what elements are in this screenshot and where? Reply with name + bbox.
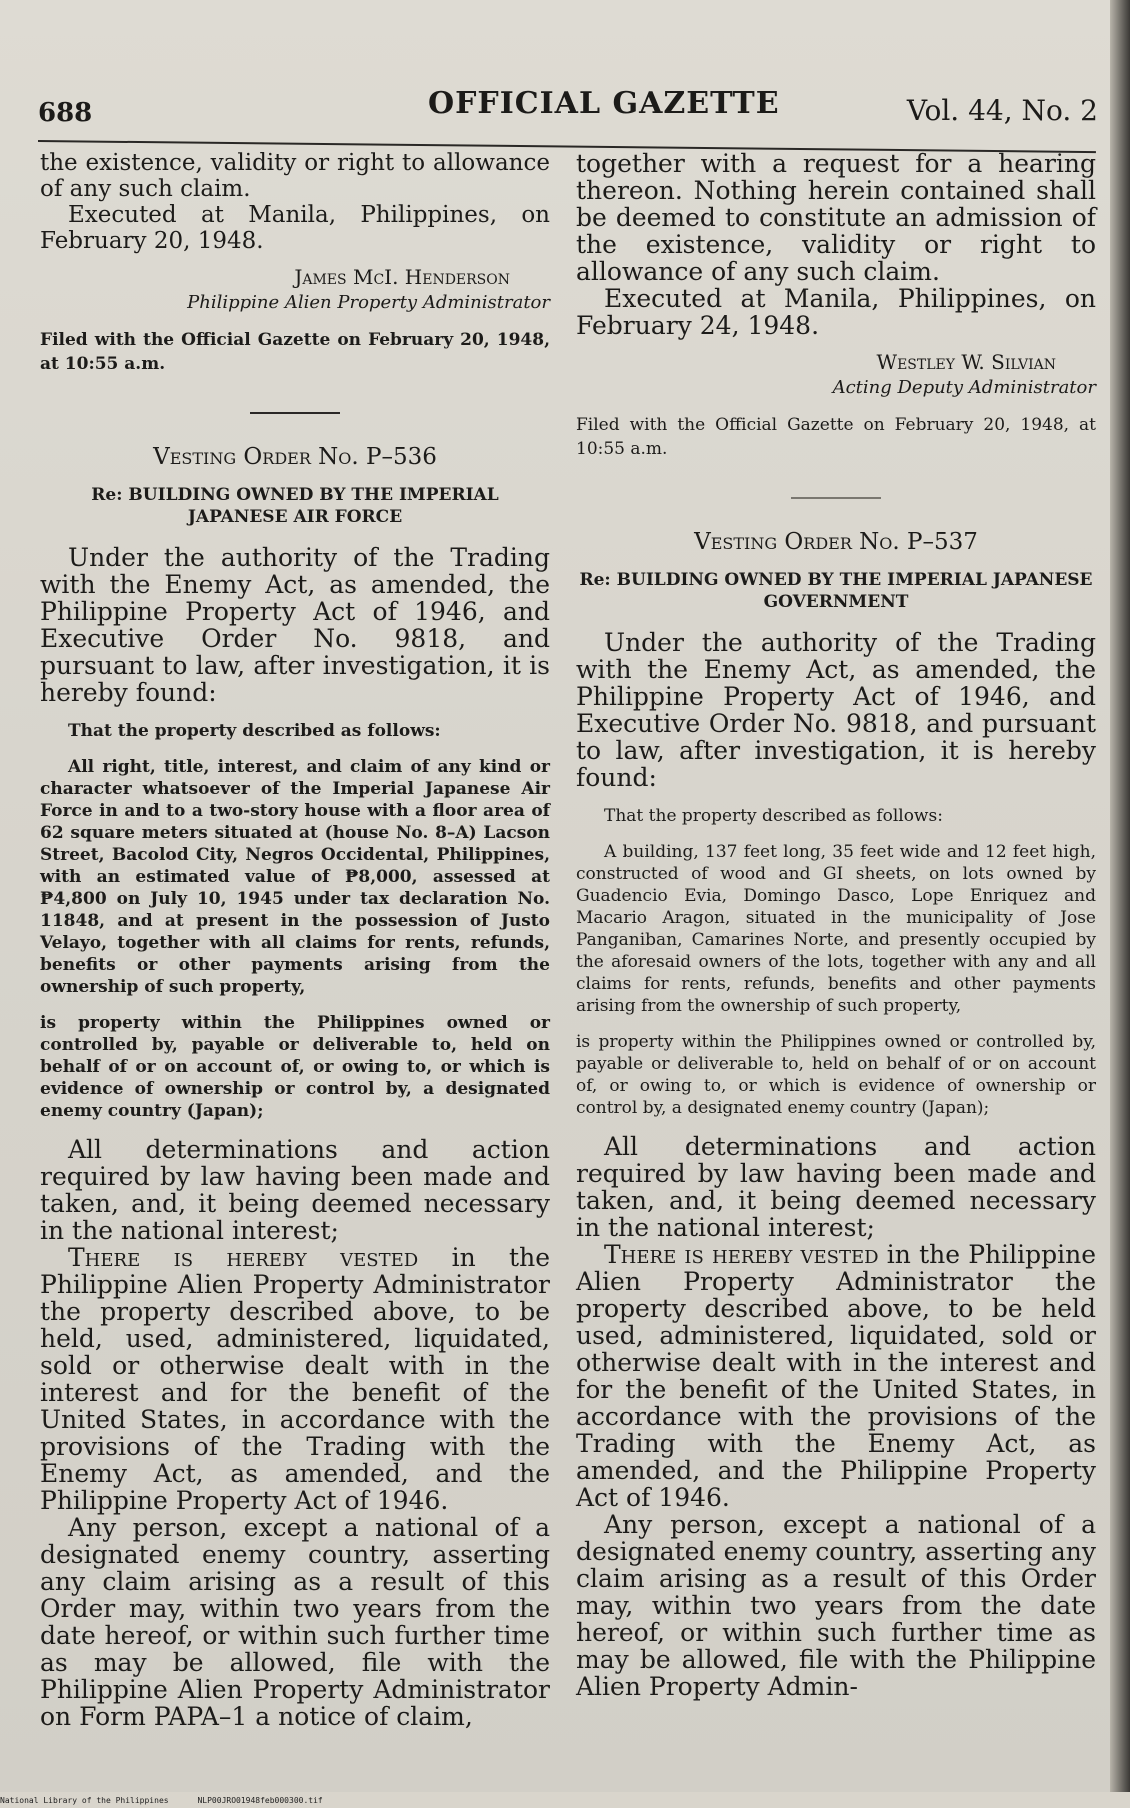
scan-footer	[0, 1796, 323, 1805]
executed-line: Executed at Manila, Philippines, on February 24, 1948.	[576, 284, 1096, 340]
property-intro: That the property described as follows:	[68, 721, 441, 741]
continuation-text: the existence, validity or right to allowance of any such claim.	[40, 150, 550, 202]
vesting-text: in the Philippine Alien Property Administrator the property described above, to be held, used, administered, liquidated, sold or otherwise dealt with in the interest and for the benefit of the United States, in accordance with the provisions of the Trading with the Enemy Act, as amended, and the Philippine Property Act of 1946.	[40, 1243, 551, 1515]
order-title: Vesting Order No. P–537	[694, 529, 978, 555]
publication-title: OFFICIAL GAZETTE	[428, 86, 780, 121]
signer-name: Westley W. Silvian	[876, 350, 1056, 374]
property-description: All right, title, interest, and claim of any kind or character whatsoever of the Imperial Japanese Air Force in and to a two-story house with a floor area of 62 square meters situated at (house No. 8–A) Lacson Street, Bacolod City, Negros Occidental, Philippines, with an estimated value of ₱8,000, assessed at ₱4,800 on July 10, 1945 under tax declaration No. 11848, and at present in the possession of Justo Velayo, together with all claims for rents, refunds, benefits or other payments arising from the ownership of such property,	[40, 757, 550, 997]
order-subject: Re: BUILDING OWNED BY THE IMPERIAL JAPANESE GOVERNMENT	[579, 570, 1093, 612]
property-status: is property within the Philippines owned or controlled by, payable or deliverable to, held on behalf of or on account of, or owing to, or which is evidence of ownership or control by, a designated enemy country (Japan);	[40, 1013, 550, 1121]
left-column	[40, 150, 550, 1730]
filed-note: Filed with the Official Gazette on February 20, 1948, at 10:55 a.m.	[40, 330, 550, 374]
order-title: Vesting Order No. P–536	[153, 444, 437, 470]
footer-file: NLP00JRO01948feb000300.tif	[197, 1796, 323, 1805]
section-divider	[791, 497, 881, 499]
vesting-lead: There is hereby vested	[68, 1243, 419, 1272]
continuation-text: together with a request for a hearing thereon. Nothing herein contained shall be deemed to constitute an admission of the existence, validity or right to allowance of any such claim.	[576, 149, 1096, 286]
section-divider	[250, 412, 340, 414]
page-number: 688	[38, 98, 93, 128]
property-intro: That the property described as follows:	[604, 806, 943, 826]
scan-edge	[1110, 0, 1130, 1792]
filed-note: Filed with the Official Gazette on February 20, 1948, at 10:55 a.m.	[576, 415, 1096, 459]
executed-line: Executed at Manila, Philippines, on February 20, 1948.	[40, 202, 550, 254]
signer-title: Acting Deputy Administrator	[832, 377, 1096, 398]
volume-label: Vol. 44, No. 2	[906, 94, 1098, 127]
vesting-lead: There is hereby vested	[604, 1240, 879, 1269]
determinations-paragraph: All determinations and action required by law having been made and taken, and, it being deemed necessary in the national interest;	[40, 1135, 550, 1245]
property-description: A building, 137 feet long, 35 feet wide and 12 feet high, constructed of wood and GI sheets, on lots owned by Guadencio Evia, Domingo Dasco, Lope Enriquez and Macario Aragon, situated in the municipality of Jose Panganiban, Camarines Norte, and presently occupied by the aforesaid owners of the lots, together with any and all claims for rents, refunds, benefits and other payments arising from the ownership of such property,	[576, 842, 1096, 1016]
page-header	[38, 86, 1098, 136]
claims-paragraph: Any person, except a national of a designated enemy country, asserting any claim arising as a result of this Order may, within two years from the date hereof, or within such further time as may be allowed, file with the Philippine Alien Property Administrator on Form PAPA–1 a notice of claim,	[40, 1513, 550, 1731]
signer-title: Philippine Alien Property Administrator	[187, 292, 550, 313]
vesting-paragraph	[40, 1244, 550, 1514]
vesting-text: in the Philippine Alien Property Administrator the property described above, to be held used, administered, liquidated, sold or otherwise dealt with in the interest and for the benefit of the United States, in accordance with the provisions of the Trading with the Enemy Act, as amended, and the Philippine Property Act of 1946.	[576, 1240, 1097, 1512]
footer-source: National Library of the Philippines	[0, 1796, 169, 1805]
vesting-paragraph	[576, 1241, 1096, 1511]
determinations-paragraph: All determinations and action required by law having been made and taken, and, it being deemed necessary in the national interest;	[576, 1132, 1096, 1242]
signer-name: James McI. Henderson	[294, 265, 510, 289]
order-subject: Re: BUILDING OWNED BY THE IMPERIAL JAPANESE AIR FORCE	[91, 485, 499, 527]
property-status: is property within the Philippines owned or controlled by, payable or deliverable to, held on behalf of or on account of, or owing to, or which is evidence of ownership or control by, a designated enemy country (Japan);	[576, 1032, 1096, 1118]
claims-paragraph: Any person, except a national of a designated enemy country, asserting any claim arising as a result of this Order may, within two years from the date hereof, or within such further time as may be allowed, file with the Philippine Alien Property Admin-	[576, 1510, 1096, 1701]
right-column	[576, 150, 1096, 1700]
signature-block	[576, 349, 1096, 401]
authority-paragraph: Under the authority of the Trading with the Enemy Act, as amended, the Philippine Property Act of 1946, and Executive Order No. 9818, and pursuant to law, after investigation, it is hereby found:	[40, 543, 550, 707]
authority-paragraph: Under the authority of the Trading with the Enemy Act, as amended, the Philippine Property Act of 1946, and Executive Order No. 9818, and pursuant to law, after investigation, it is hereby found:	[576, 628, 1096, 792]
signature-block	[40, 264, 550, 316]
